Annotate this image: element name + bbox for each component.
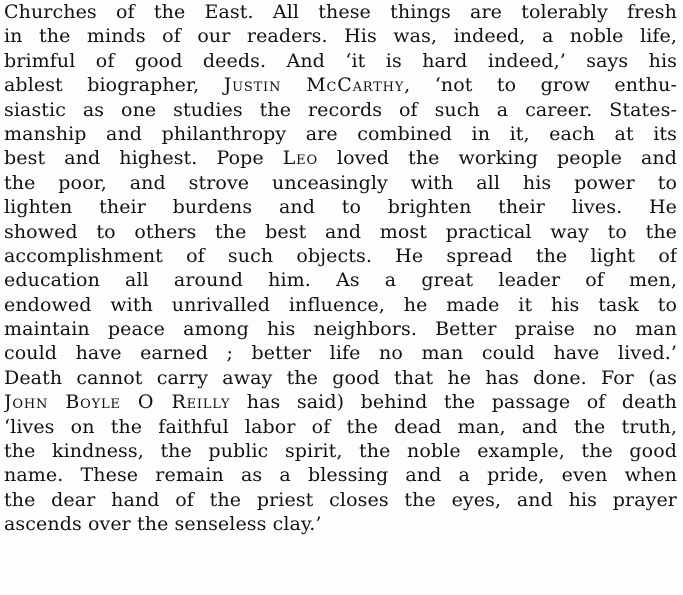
text-segment: manship and philanthropy are combined in it, each at its: [4, 122, 677, 145]
text-line: [4, 488, 677, 512]
article-text: [4, 0, 677, 537]
text-segment: Churches of the East. All these things are tolerably fresh: [4, 1, 677, 23]
proper-name: Leo: [282, 147, 318, 170]
text-line: [4, 98, 677, 122]
text-segment: name. These remain as a blessing and a pride, even when: [4, 464, 677, 487]
text-segment: , ‘not to grow enthu-: [404, 74, 677, 97]
text-segment: education all around him. As a great leader of men,: [4, 269, 677, 292]
text-segment: loved the working people and: [317, 147, 677, 170]
text-line: [4, 195, 677, 219]
text-line: [4, 49, 677, 73]
text-segment: the poor, and strove unceasingly with all his power to: [4, 171, 677, 194]
text-line: [4, 512, 677, 536]
text-segment: brimful of good deeds. And ‘it is hard indeed,’ says his: [4, 49, 677, 72]
text-segment: Death cannot carry away the good that he has done. For (as: [4, 366, 677, 389]
text-segment: siastic as one studies the records of such a career. States-: [4, 98, 677, 121]
text-line: [4, 439, 677, 463]
text-segment: ablest biographer,: [4, 74, 224, 97]
text-segment: could have earned ; better life no man could have lived.’: [4, 342, 677, 365]
text-line: [4, 24, 677, 48]
text-segment: ‘lives on the faithful labor of the dead man, and the truth,: [4, 415, 677, 438]
text-line: [4, 220, 677, 244]
text-segment: the kindness, the public spirit, the noble example, the good: [4, 440, 677, 463]
text-line: [4, 146, 677, 170]
text-segment: ascends over the senseless clay.’: [4, 513, 322, 536]
text-segment: lighten their burdens and to brighten their lives. He: [4, 196, 677, 219]
text-segment: in the minds of our readers. His was, indeed, a noble life,: [4, 25, 677, 48]
text-line: [4, 463, 677, 487]
text-line: [4, 366, 677, 390]
text-segment: accomplishment of such objects. He spread the light of: [4, 244, 677, 267]
text-segment: has said) behind the passage of death: [230, 391, 677, 414]
text-segment: endowed with unrivalled influence, he made it his task to: [4, 293, 677, 316]
text-line: [4, 415, 677, 439]
text-line: [4, 171, 677, 195]
text-line: [4, 390, 677, 414]
text-line: [4, 0, 677, 24]
text-line: [4, 293, 677, 317]
text-segment: showed to others the best and most practical way to the: [4, 220, 677, 243]
text-line: [4, 122, 677, 146]
proper-name: Justin McCarthy: [223, 74, 405, 97]
text-line: [4, 317, 677, 341]
text-line: [4, 73, 677, 97]
text-segment: best and highest. Pope: [4, 147, 283, 170]
proper-name: John Boyle O Reilly: [4, 391, 231, 414]
text-segment: the dear hand of the priest closes the eyes, and his prayer: [4, 488, 677, 511]
text-line: [4, 244, 677, 268]
text-segment: maintain peace among his neighbors. Better praise no man: [4, 318, 677, 341]
text-line: [4, 341, 677, 365]
text-line: [4, 268, 677, 292]
